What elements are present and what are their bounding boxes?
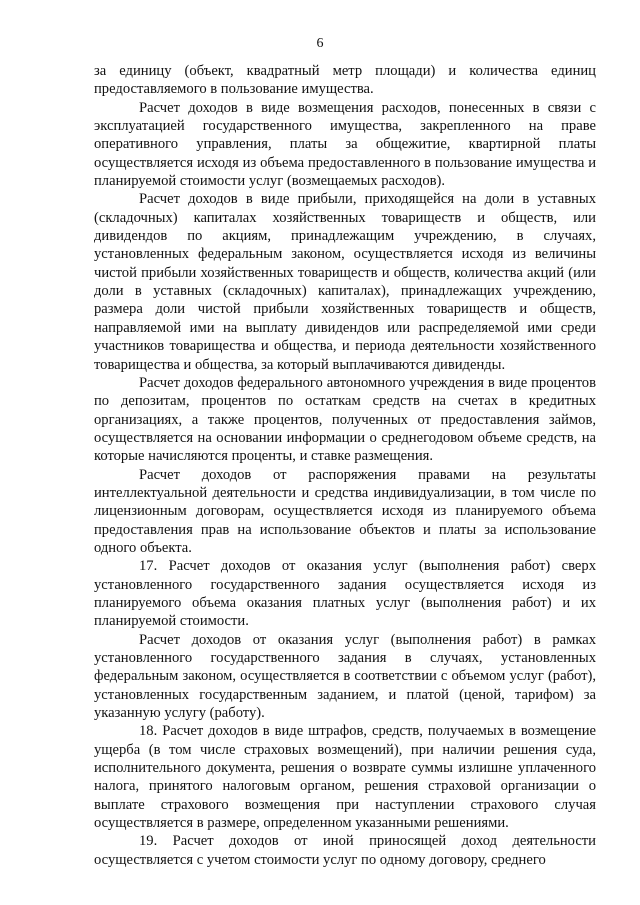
document-body [94,62,596,869]
page-number: 6 [316,36,324,51]
paragraph: 17. Расчет доходов от оказания услуг (выполнения работ) сверх установленного государственного задания осуществляется исходя из планируемого объема оказания платных услуг (выполнения работ) и их планируемой стоимости. [94,558,596,630]
paragraph: Расчет доходов в виде прибыли, приходящейся на доли в уставных (складочных) капиталах хозяйственных товариществ и обществ, или дивидендов по акциям, принадлежащим учреждению, в случаях, установленных федеральным законом, осуществляется исходя из величины чистой прибыли хозяйственных товариществ и обществ, количества акций (или доли в уставных (складочных) капиталах), принадлежащих учреждению, размера доли чистой прибыли хозяйственных товариществ и обществ, направляемой ими на выплату дивидендов или распределяемой ими среди участников товарищества и общества, и периода деятельности хозяйственного товарищества и общества, за который выплачиваются дивиденды. [94,191,596,373]
paragraph: Расчет доходов от распоряжения правами на результаты интеллектуальной деятельности и средства индивидуализации, в том числе по лицензионным договорам, осуществляется исходя из планируемого объема предоставления прав на использование объектов и платы за использование одного объекта. [94,466,596,556]
paragraph: Расчет доходов федерального автономного учреждения в виде процентов по депозитам, процентов по остаткам средств на счетах в кредитных организациях, а также процентов, полученных от предоставления займов, осуществляется на основании информации о среднегодовом объеме средств, на которые начисляются проценты, и ставке размещения. [94,374,596,465]
paragraph: 19. Расчет доходов от иной приносящей доход деятельности осуществляется с учетом стоимости услуг по одному договору, среднего [94,833,596,868]
paragraph: 18. Расчет доходов в виде штрафов, средств, получаемых в возмещение ущерба (в том числе страховых возмещений), при наличии решения суда, исполнительного документа, решения о возврате суммы излишне уплаченного налога, принятого налоговым органом, решения страховой организации о выплате страхового возмещения при наступлении страхового случая осуществляется в размере, определенном указанными решениями. [94,723,596,832]
paragraph: Расчет доходов от оказания услуг (выполнения работ) в рамках установленного государственного задания в случаях, установленных федеральным законом, осуществляется в соответствии с объемом услуг (работ), установленных государственным заданием, и платой (ценой, тарифом) за указанную услугу (работу). [94,631,596,722]
paragraph: Расчет доходов в виде возмещения расходов, понесенных в связи с эксплуатацией государственного имущества, закрепленного на праве оперативного управления, платы за общежитие, квартирной платы осуществляется исходя из объема предоставленного в пользование имущества и планируемой стоимости услуг (возмещаемых расходов). [94,99,596,190]
paragraph: за единицу (объект, квадратный метр площади) и количества единиц предоставляемого в пользование имущества. [94,63,596,98]
